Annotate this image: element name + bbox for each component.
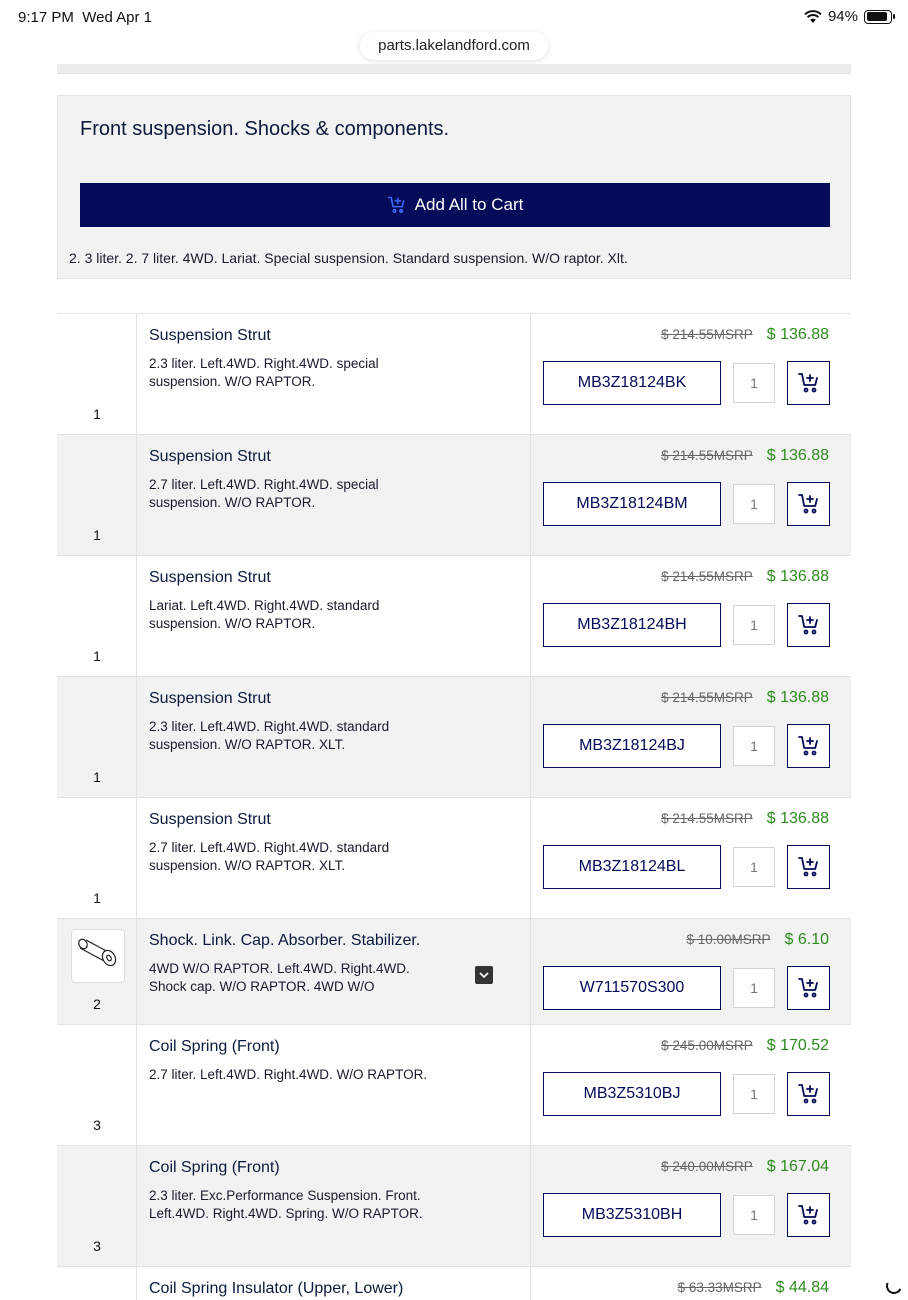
part-number-button[interactable]: MB3Z18124BK [543, 361, 721, 405]
ref-qty: 1 [93, 890, 101, 906]
cart-plus-icon [387, 195, 407, 215]
part-description: 2.3 liter. Left.4WD. Right.4WD. standard suspension. W/O RAPTOR. XLT. [149, 719, 390, 752]
ref-qty-cell [57, 556, 137, 676]
sale-price: $ 6.10 [784, 931, 829, 948]
price-line [686, 931, 829, 949]
ref-qty: 1 [93, 769, 101, 785]
description-cell [137, 1146, 531, 1266]
msrp-price: $ 214.55MSRP [661, 811, 753, 826]
part-number-button[interactable]: MB3Z18124BJ [543, 724, 721, 768]
part-description: 2.3 liter. Exc.Performance Suspension. Front. Left.4WD. Right.4WD. Spring. W/O RAPTOR. [149, 1188, 423, 1221]
price-line [661, 447, 829, 465]
cart-plus-icon [797, 976, 821, 1000]
part-number-button[interactable]: MB3Z5310BH [543, 1193, 721, 1237]
status-time [18, 9, 152, 26]
description-cell [137, 1267, 531, 1300]
description-cell [137, 798, 531, 918]
msrp-price: $ 214.55MSRP [661, 448, 753, 463]
description-cell [137, 314, 531, 434]
add-all-label: Add All to Cart [414, 195, 524, 214]
sale-price: $ 136.88 [766, 689, 829, 706]
ref-qty: 3 [93, 1238, 101, 1254]
table-row [57, 435, 851, 556]
msrp-price: $ 10.00MSRP [686, 932, 771, 947]
status-indicators [804, 8, 892, 25]
ref-qty-cell [57, 1267, 137, 1300]
description-cell [137, 556, 531, 676]
part-number-button[interactable]: MB3Z18124BH [543, 603, 721, 647]
ref-qty-cell [57, 435, 137, 555]
price-cell [531, 435, 851, 555]
price-cell [531, 1025, 851, 1145]
price-cell [531, 677, 851, 797]
price-cell [531, 919, 851, 1024]
quantity-input[interactable] [733, 968, 775, 1008]
add-to-cart-button[interactable] [787, 1193, 830, 1237]
part-description: Lariat. Left.4WD. Right.4WD. standard suspension. W/O RAPTOR. [149, 598, 380, 631]
cart-plus-icon [797, 734, 821, 758]
add-to-cart-button[interactable] [787, 603, 830, 647]
quantity-input[interactable] [733, 1195, 775, 1235]
cart-plus-icon [797, 613, 821, 637]
cart-plus-icon [797, 855, 821, 879]
part-description: 2.3 liter. Left.4WD. Right.4WD. special suspension. W/O RAPTOR. [149, 356, 379, 389]
table-row [57, 919, 851, 1025]
status-date: Wed Apr 1 [82, 9, 152, 26]
price-line [661, 1158, 829, 1176]
table-row [57, 314, 851, 435]
part-description: 4WD W/O RAPTOR. Left.4WD. Right.4WD. Shock cap. W/O RAPTOR. 4WD W/O [149, 961, 410, 994]
add-to-cart-button[interactable] [787, 1072, 830, 1116]
previous-section-edge [57, 64, 851, 74]
quantity-input[interactable] [733, 847, 775, 887]
ref-qty: 3 [93, 1117, 101, 1133]
part-thumbnail[interactable] [71, 929, 125, 983]
part-name: Coil Spring Insulator (Upper, Lower) [149, 1280, 404, 1297]
parts-table [57, 313, 851, 1300]
status-bar [0, 0, 908, 34]
battery-percent: 94% [827, 8, 858, 25]
ref-qty-cell [57, 798, 137, 918]
add-to-cart-button[interactable] [787, 361, 830, 405]
table-row [57, 1146, 851, 1267]
add-to-cart-button[interactable] [787, 966, 830, 1010]
chevron-down-icon [479, 972, 489, 979]
table-row [57, 1267, 851, 1300]
quantity-input[interactable] [733, 1074, 775, 1114]
description-cell [137, 435, 531, 555]
ref-qty: 1 [93, 527, 101, 543]
battery-icon [864, 10, 892, 24]
expand-description-button[interactable] [475, 966, 493, 984]
price-cell [531, 314, 851, 434]
ref-qty-cell [57, 1025, 137, 1145]
part-name: Suspension Strut [149, 327, 271, 344]
price-line [661, 568, 829, 586]
section-header [57, 95, 851, 279]
ref-qty-cell [57, 919, 137, 1024]
cart-plus-icon [797, 1082, 821, 1106]
table-row [57, 677, 851, 798]
price-line [661, 326, 829, 344]
part-name: Suspension Strut [149, 448, 271, 465]
part-name: Coil Spring (Front) [149, 1159, 280, 1176]
part-name: Shock. Link. Cap. Absorber. Stabilizer. [149, 932, 421, 949]
description-cell [137, 1025, 531, 1145]
price-line [661, 689, 829, 707]
part-number-button[interactable]: MB3Z18124BM [543, 482, 721, 526]
add-to-cart-button[interactable] [787, 845, 830, 889]
ref-qty-cell [57, 677, 137, 797]
msrp-price: $ 214.55MSRP [661, 690, 753, 705]
part-name: Coil Spring (Front) [149, 1038, 280, 1055]
price-cell [531, 1267, 851, 1300]
table-row [57, 798, 851, 919]
quantity-input[interactable] [733, 484, 775, 524]
sale-price: $ 136.88 [766, 326, 829, 343]
wifi-icon [804, 10, 822, 24]
price-cell [531, 556, 851, 676]
cart-plus-icon [797, 371, 821, 395]
msrp-price: $ 63.33MSRP [677, 1280, 762, 1295]
status-clock: 9:17 PM [18, 9, 74, 26]
description-cell [137, 677, 531, 797]
quantity-input[interactable] [733, 726, 775, 766]
price-line [678, 1279, 829, 1297]
msrp-price: $ 214.55MSRP [661, 327, 753, 342]
sale-price: $ 136.88 [766, 447, 829, 464]
part-number-button[interactable]: MB3Z18124BL [543, 845, 721, 889]
price-line [661, 1037, 829, 1055]
price-cell [531, 798, 851, 918]
ref-qty: 1 [93, 406, 101, 422]
ref-qty: 1 [93, 648, 101, 664]
sale-price: $ 44.84 [775, 1279, 829, 1296]
part-name: Suspension Strut [149, 569, 271, 586]
ref-qty-cell [57, 314, 137, 434]
ref-qty: 2 [93, 996, 101, 1012]
loading-spinner-icon [884, 1276, 905, 1297]
part-number-button[interactable]: W711570S300 [543, 966, 721, 1010]
shock-cap-thumbnail-icon [72, 930, 124, 982]
add-to-cart-button[interactable] [787, 724, 830, 768]
price-cell [531, 1146, 851, 1266]
table-row [57, 1025, 851, 1146]
msrp-price: $ 245.00MSRP [661, 1038, 753, 1053]
part-description: 2.7 liter. Left.4WD. Right.4WD. special suspension. W/O RAPTOR. [149, 477, 379, 510]
part-description: 2.7 liter. Left.4WD. Right.4WD. W/O RAPTOR. [149, 1067, 428, 1082]
msrp-price: $ 214.55MSRP [661, 569, 753, 584]
address-bar[interactable]: parts.lakelandford.com [360, 32, 548, 60]
sale-price: $ 167.04 [766, 1158, 829, 1175]
section-title: Front suspension. Shocks & components. [80, 118, 450, 140]
sale-price: $ 136.88 [766, 810, 829, 827]
price-line [661, 810, 829, 828]
applicability-note: 2. 3 liter. 2. 7 liter. 4WD. Lariat. Special suspension. Standard suspension. W/O raptor. Xlt. [69, 250, 628, 266]
sale-price: $ 136.88 [766, 568, 829, 585]
part-name: Suspension Strut [149, 690, 271, 707]
msrp-price: $ 240.00MSRP [661, 1159, 753, 1174]
cart-plus-icon [797, 1203, 821, 1227]
part-name: Suspension Strut [149, 811, 271, 828]
quantity-input[interactable] [733, 605, 775, 645]
part-number-button[interactable]: MB3Z5310BJ [543, 1072, 721, 1116]
part-description: 2.7 liter. Left.4WD. Right.4WD. standard suspension. W/O RAPTOR. XLT. [149, 840, 390, 873]
add-all-to-cart-button[interactable] [80, 183, 830, 227]
quantity-input[interactable] [733, 363, 775, 403]
cart-plus-icon [797, 492, 821, 516]
add-to-cart-button[interactable] [787, 482, 830, 526]
description-cell [137, 919, 531, 1024]
table-row [57, 556, 851, 677]
sale-price: $ 170.52 [766, 1037, 829, 1054]
ref-qty-cell [57, 1146, 137, 1266]
